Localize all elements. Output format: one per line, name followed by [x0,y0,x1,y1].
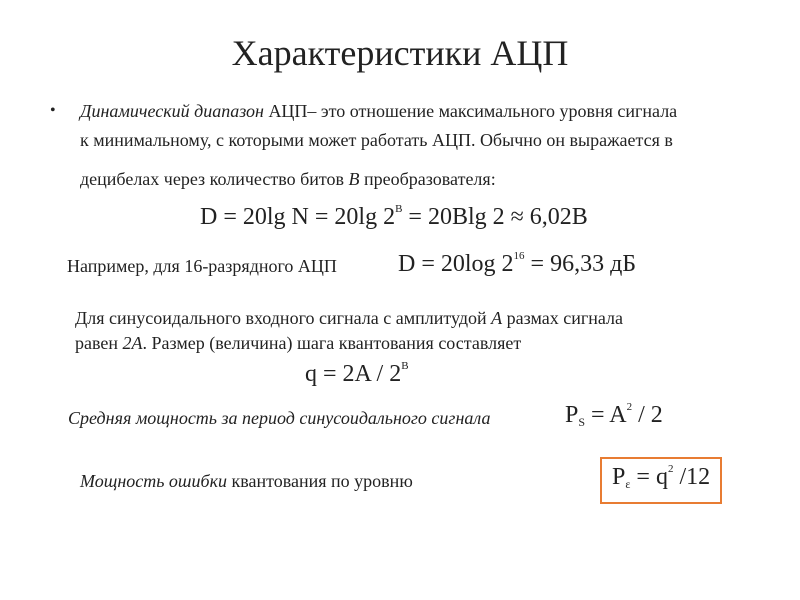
formula-q-left: q = 2A / 2 [305,361,402,387]
bullet-marker: • [50,102,56,119]
intro-line-1-rest: АЦП– это отношение максимального уровня сигнала [263,101,678,121]
formula-d-right: = 20Blg 2 ≈ 6,02B [402,204,588,230]
intro-line-3-c: преобразователя: [359,169,496,189]
error-power-italic: Мощность ошибки [80,471,227,491]
intro-line-3 [80,169,496,190]
average-power-text: Средняя мощность за период синусоидального сигнала [68,408,491,428]
example-text: Например, для 16-разрядного АЦП [67,256,337,276]
sine-line-2-a: равен [75,333,123,353]
formula-d-left: D = 20lg N = 20lg 2 [200,204,396,230]
error-formula-mid: = q [630,464,668,490]
example-formula [398,250,636,278]
intro-line-3-b: B [348,169,360,189]
sine-line-2-c: . Размер (величина) шага квантования составляет [142,333,522,353]
example-formula-right: = 96,33 дБ [524,251,637,277]
dynamic-range-formula [200,203,588,231]
power-formula-right: / 2 [632,402,663,428]
intro-line-2: к минимальному, с которыми может работать АЦП. Обычно он выражается в [80,130,673,150]
error-power-text [80,471,413,492]
example-formula-exp: 16 [513,250,525,262]
term-dynamic-range: Динамический диапазон [80,101,264,121]
sine-line-2 [75,333,521,354]
power-formula-exp: 2 [626,401,633,413]
power-formula-p: P [565,402,579,428]
example-formula-left: D = 20log 2 [398,251,514,277]
average-power-formula [565,401,663,430]
formula-q-exp: B [401,360,409,372]
intro-line-3-a: децибелах через количество битов [80,169,349,189]
intro-line-1 [80,101,677,122]
sine-line-1-a: Для синусоидального входного сигнала с амплитудой [75,308,492,328]
sine-line-1-b: A [491,308,503,328]
page-title: Характеристики АЦП [231,33,569,73]
quantization-step-formula [305,360,409,388]
error-formula-right: /12 [673,464,711,490]
sine-line-1 [75,308,623,329]
error-formula-sub: ε [625,477,631,491]
error-power-formula-box [600,457,722,504]
error-power-rest: квантования по уровню [227,471,413,491]
sine-line-1-c: размах сигнала [502,308,624,328]
sine-line-2-b: 2A [122,333,143,353]
error-formula-exp: 2 [667,463,674,475]
formula-d-exp: B [395,203,403,215]
power-formula-sub: S [578,415,586,429]
power-formula-mid: = A [585,402,627,428]
error-formula-p: P [612,464,626,490]
